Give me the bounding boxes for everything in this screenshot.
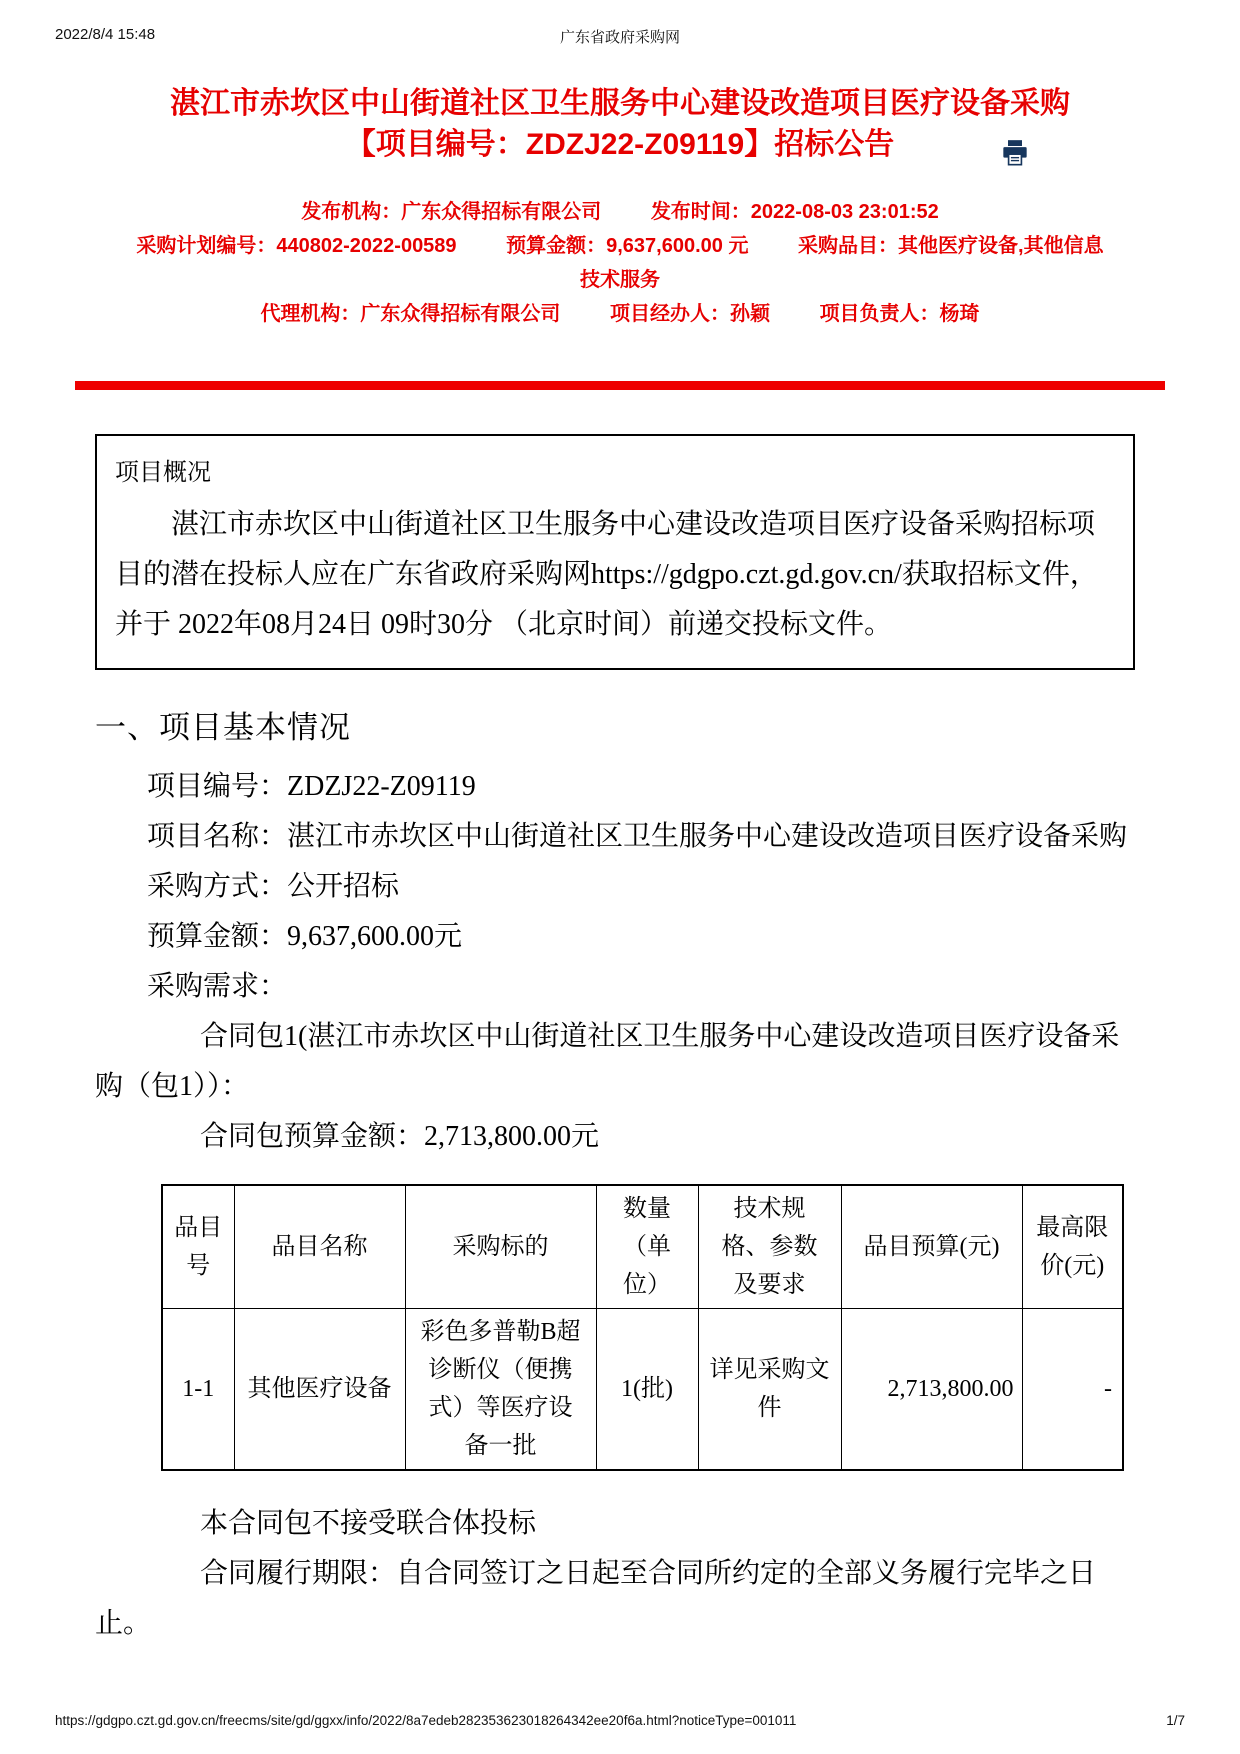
table-header-row — [162, 1185, 1123, 1309]
meta-category: 采购品目：其他医疗设备,其他信息 — [798, 235, 1104, 257]
no-consortium-line: 本合同包不接受联合体投标 — [200, 1508, 537, 1539]
col-header-quantity: 数量（单位） — [596, 1185, 698, 1309]
col-header-item-no: 品目号 — [162, 1185, 234, 1309]
col-header-budget: 品目预算(元) — [841, 1185, 1022, 1309]
meta-handler: 项目经办人：孙颖 — [610, 303, 770, 325]
overview-box — [95, 434, 1135, 670]
notice-title: 湛江市赤坎区中山街道社区卫生服务中心建设改造项目医疗设备采购【项目编号：ZDZJ22-Z09119】招标公告 — [170, 87, 1070, 161]
section-basic-info — [95, 704, 1147, 1649]
budget-amount-line: 预算金额：9,637,600.00元 — [147, 921, 463, 952]
notice-meta — [0, 195, 1240, 331]
contract-period-line: 合同履行期限：自合同签订之日起至合同所约定的全部义务履行完毕之日止。 — [95, 1558, 1097, 1639]
printer-icon[interactable] — [1000, 139, 1030, 167]
cell-item-name: 其他医疗设备 — [234, 1309, 405, 1471]
page-indicator: 1/7 — [1166, 1713, 1185, 1728]
print-header — [0, 0, 1240, 46]
cell-subject: 彩色多普勒B超诊断仪（便携式）等医疗设备一批 — [405, 1309, 596, 1471]
meta-publisher: 发布机构：广东众得招标有限公司 — [301, 201, 602, 223]
meta-row-2 — [0, 229, 1240, 297]
red-divider — [75, 381, 1165, 390]
col-header-max-price: 最高限价(元) — [1022, 1185, 1123, 1309]
project-name-line: 项目名称：湛江市赤坎区中山街道社区卫生服务中心建设改造项目医疗设备采购 — [147, 821, 1128, 852]
col-header-spec: 技术规格、参数及要求 — [698, 1185, 841, 1309]
cell-spec: 详见采购文件 — [698, 1309, 841, 1471]
demand-label-line: 采购需求： — [147, 971, 288, 1002]
print-footer — [55, 1713, 1185, 1728]
cell-quantity: 1(批) — [596, 1309, 698, 1471]
overview-paragraph: 湛江市赤坎区中山街道社区卫生服务中心建设改造项目医疗设备采购招标项目的潜在投标人应在广东省政府采购网https://gdgpo.czt.gd.gov.cn/获取招标文件， 并于 2022年08月24日 09时30分 （北京时间）前递交投标文件。 — [115, 509, 1098, 640]
items-table — [161, 1184, 1124, 1471]
meta-publish-time: 发布时间：2022-08-03 23:01:52 — [650, 201, 939, 223]
col-header-subject: 采购标的 — [405, 1185, 596, 1309]
meta-row-1 — [0, 195, 1240, 229]
meta-agency: 代理机构：广东众得招标有限公司 — [260, 303, 561, 325]
meta-row-3 — [0, 297, 1240, 331]
site-title: 广东省政府采购网 — [559, 29, 680, 46]
meta-budget: 预算金额：9,637,600.00 元 — [506, 235, 749, 257]
footer-url: https://gdgpo.czt.gd.gov.cn/freecms/site/gd/ggxx/info/2022/8a7edeb282353623018264342ee20f6a.html?noticeType=001011 — [55, 1713, 797, 1728]
col-header-item-name: 品目名称 — [234, 1185, 405, 1309]
overview-label: 项目概况 — [115, 460, 211, 486]
package-budget-line: 合同包预算金额：2,713,800.00元 — [200, 1121, 600, 1152]
meta-plan-number: 采购计划编号：440802-2022-00589 — [136, 235, 457, 257]
section-heading: 一、项目基本情况 — [95, 710, 351, 745]
cell-item-no: 1-1 — [162, 1309, 234, 1471]
procurement-method-line: 采购方式：公开招标 — [147, 871, 400, 902]
printer-icon-glyph — [1000, 139, 1030, 167]
cell-budget: 2,713,800.00 — [841, 1309, 1022, 1471]
package-intro-line: 合同包1(湛江市赤坎区中山街道社区卫生服务中心建设改造项目医疗设备采购（包1））： — [95, 1021, 1120, 1102]
print-timestamp: 2022/8/4 15:48 — [55, 26, 156, 43]
meta-manager: 项目负责人：杨琦 — [819, 303, 980, 325]
project-number-line: 项目编号：ZDZJ22-Z09119 — [147, 771, 476, 802]
table-row — [162, 1309, 1123, 1471]
cell-max-price: - — [1022, 1309, 1123, 1471]
meta-category-wrap: 技术服务 — [580, 269, 660, 291]
